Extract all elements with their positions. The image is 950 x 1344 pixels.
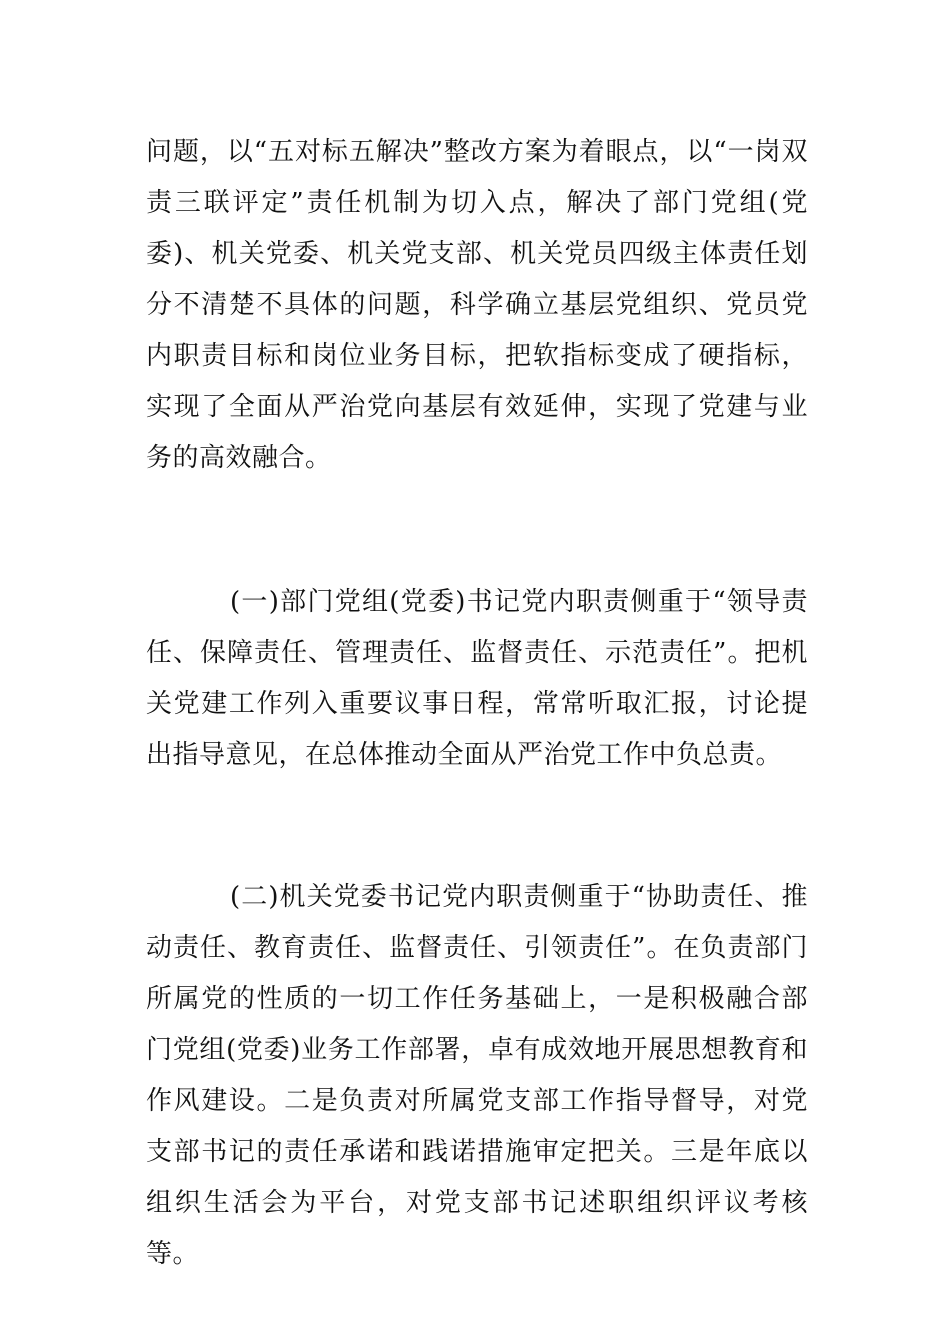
paragraph-section-one: (一)部门党组(党委)书记党内职责侧重于“领导责任、保障责任、管理责任、监督责任、示范责任”。把机关党建工作列入重要议事日程，常常听取汇报，讨论提出指导意见，在总体推动全面从严治党工作中负总责。: [146, 587, 808, 770]
paragraph-continuation: 问题，以“五对标五解决”整改方案为着眼点，以“一岗双责三联评定”责任机制为切入点，解决了部门党组(党委)、机关党委、机关党支部、机关党员四级主体责任划分不清楚不具体的问题，科学确立基层党组织、党员党内职责目标和岗位业务目标，把软指标变成了硬指标，实现了全面从严治党向基层有效延伸，实现了党建与业务的高效融合。: [146, 137, 808, 473]
paragraph-section-two: (二)机关党委书记党内职责侧重于“协助责任、推动责任、教育责任、监督责任、引领责任”。在负责部门所属党的性质的一切工作任务基础上，一是积极融合部门党组(党委)业务工作部署，卓有成效地开展思想教育和作风建设。二是负责对所属党支部工作指导督导，对党支部书记的责任承诺和践诺措施审定把关。三是年底以组织生活会为平台，对党支部书记述职组织评议考核等。: [146, 882, 808, 1269]
